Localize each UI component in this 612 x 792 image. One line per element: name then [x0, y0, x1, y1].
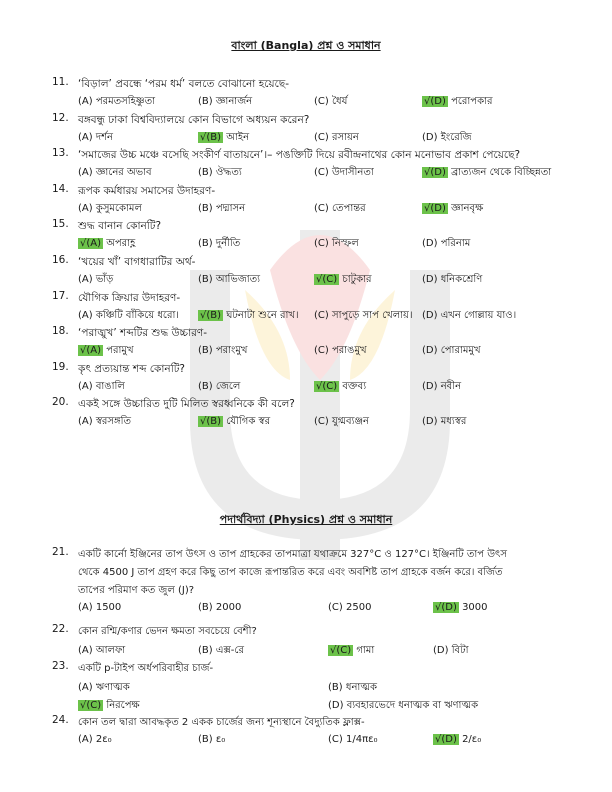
- checkmark-icon: √: [200, 131, 207, 143]
- answer-option[interactable]: [314, 236, 359, 253]
- option-label: (A): [78, 309, 93, 321]
- option-label: (C): [314, 416, 329, 428]
- option-text: জ্ঞানের অভাব: [92, 167, 152, 179]
- answer-option[interactable]: [314, 94, 347, 111]
- answer-option[interactable]: [198, 643, 244, 660]
- option-label: (B): [328, 682, 343, 693]
- answer-option[interactable]: [78, 414, 131, 431]
- question-number: 24.: [52, 714, 69, 726]
- answer-option[interactable]: [422, 379, 461, 396]
- option-label: (D): [328, 700, 344, 711]
- answer-option[interactable]: [328, 734, 378, 745]
- option-label: (C): [328, 602, 343, 613]
- checkmark-icon: √: [424, 167, 431, 179]
- question-text: কোন তল দ্বারা আবদ্ধকৃত 2 একক চার্জের জন্য শূন্যস্থানে বৈদ্যুতিক ফ্লাক্স-: [78, 717, 365, 728]
- option-text: আভিজাত্য: [212, 274, 261, 285]
- option-label: √(D): [435, 734, 457, 745]
- option-label: (C): [314, 131, 329, 143]
- answer-option[interactable]: [314, 130, 359, 147]
- question-number: 20.: [52, 396, 69, 409]
- question-number: 17.: [52, 289, 69, 302]
- answer-option[interactable]: [328, 680, 377, 697]
- option-text: তেপান্তর: [328, 202, 366, 214]
- option-label: (A): [78, 131, 93, 143]
- question-text: থেকে 4500 J তাপ গ্রহণ করে কিছু তাপ কাজে রূপান্তরিত করে এবং অবশিষ্ট তাপ গ্রাহকে বর্জন করে। বর্জিত: [78, 567, 503, 578]
- option-label: (B): [198, 602, 213, 613]
- option-text: জ্ঞানবৃক্ষ: [447, 202, 484, 214]
- option-text: কুসুমকোমল: [92, 202, 142, 214]
- option-text: ব্যবহারভেদে ধনাত্মক বা ঋণাত্মক: [343, 700, 479, 711]
- answer-option[interactable]: [328, 698, 478, 715]
- option-label: (A): [78, 274, 93, 285]
- answer-option[interactable]: [198, 165, 242, 182]
- option-text: 1/4πε₀: [342, 734, 378, 745]
- answer-option[interactable]: [422, 94, 492, 111]
- option-label: (D): [422, 238, 438, 250]
- option-text: এখন গোল্লায় যাও।: [437, 309, 517, 321]
- option-label: (A): [78, 96, 93, 107]
- option-label: (D): [422, 416, 438, 428]
- option-label: (B): [198, 345, 213, 357]
- checkmark-icon: √: [80, 345, 87, 357]
- option-text: অপরাহ্ণ: [103, 238, 136, 250]
- option-text: ঋণাত্মক: [92, 682, 130, 693]
- answer-option[interactable]: [78, 272, 113, 289]
- option-text: ঘটনাটা শুনে রাখ।: [223, 309, 299, 321]
- option-text: নিস্ফল: [328, 238, 359, 250]
- answer-option[interactable]: [78, 680, 130, 697]
- option-text: জ্ঞানার্জন: [212, 96, 253, 107]
- checkmark-icon: √: [435, 602, 442, 613]
- option-label: (D): [433, 645, 449, 656]
- question-text: ‘পরাঙ্মুখ’ শব্দটির শুদ্ধ উচ্চারণ-: [78, 327, 208, 340]
- option-text: 3000: [458, 602, 488, 613]
- option-label: √(C): [80, 700, 102, 711]
- question-text: ‘খয়ের খাঁ’ বাগধারাটির অর্থ-: [78, 256, 196, 268]
- option-label: (B): [198, 238, 213, 250]
- question-text: একটি p-টাইপ অর্ধপরিবাহীর চার্জ-: [78, 663, 214, 674]
- option-label: √(D): [424, 167, 446, 179]
- option-text: পরামুখ: [103, 345, 134, 357]
- option-label: √(D): [435, 602, 457, 613]
- option-text: পদ্মাসন: [212, 202, 246, 214]
- option-text: পরাংমুখ: [212, 345, 248, 357]
- option-text: পরাঙমুখ: [328, 345, 367, 357]
- option-text: পরমতসহিষ্ণুতা: [92, 96, 155, 107]
- answer-option[interactable]: [78, 201, 142, 218]
- option-text: ε₀: [212, 734, 226, 745]
- answer-option[interactable]: [314, 379, 366, 396]
- option-label: √(D): [424, 96, 446, 107]
- question-number: 23.: [52, 660, 69, 672]
- option-label: (A): [78, 202, 93, 214]
- option-text: 2500: [342, 602, 372, 613]
- option-label: (A): [78, 167, 93, 179]
- option-text: যৌগিক স্বর: [223, 416, 271, 428]
- option-label: (A): [78, 734, 93, 745]
- checkmark-icon: √: [435, 734, 442, 745]
- question-text: কোন রশ্মি/কণার ভেদন ক্ষমতা সবচেয়ে বেশী?: [78, 626, 257, 637]
- answer-option[interactable]: [328, 643, 374, 660]
- option-text: বাঙালি: [92, 380, 125, 392]
- option-text: আলফা: [92, 645, 126, 656]
- checkmark-icon: √: [424, 96, 431, 107]
- answer-option[interactable]: [422, 414, 466, 431]
- answer-option[interactable]: [78, 130, 113, 147]
- option-text: গামা: [353, 645, 375, 656]
- question-number: 16.: [52, 254, 69, 266]
- answer-option[interactable]: [198, 379, 240, 396]
- answer-option[interactable]: [328, 602, 371, 613]
- answer-option[interactable]: [198, 236, 240, 253]
- option-label: √(C): [330, 645, 352, 656]
- option-text: ঔদ্ধত্য: [212, 167, 242, 179]
- bangla-section-title: বাংলা (Bangla) প্রশ্ন ও সমাধান: [231, 39, 381, 52]
- question-text: শুদ্ধ বানান কোনটি?: [78, 220, 162, 233]
- option-label: (C): [314, 202, 329, 214]
- option-label: (A): [78, 602, 93, 613]
- option-label: √(B): [200, 131, 222, 143]
- option-text: বিটা: [448, 645, 469, 656]
- option-label: (B): [198, 645, 213, 656]
- option-label: (D): [422, 274, 438, 285]
- question-text: বঙ্গবন্ধু ঢাকা বিশ্ববিদ্যালয়ে কোন বিভাগে অধ্যয়ন করেন?: [78, 113, 310, 126]
- answer-option[interactable]: [422, 272, 482, 289]
- answer-option[interactable]: [198, 734, 225, 745]
- question-text: তাপের পরিমাণ কত জুল (J)?: [78, 585, 195, 596]
- checkmark-icon: √: [80, 700, 87, 711]
- answer-option[interactable]: [314, 272, 372, 289]
- option-label: √(C): [316, 380, 338, 392]
- option-label: (D): [422, 380, 438, 392]
- answer-option[interactable]: [314, 201, 366, 218]
- question-number: 12.: [52, 111, 69, 124]
- question-text: ‘সমাজের উচ্চ মঞ্চে বসেছি সংকীর্ণ বাতায়নে’।– পঙক্তিটি দিয়ে রবীন্দ্রনাথের কোন মনোভাব প্রকাশ পেয়েছে?: [78, 149, 521, 162]
- option-text: জেলে: [212, 380, 241, 392]
- answer-option[interactable]: [78, 165, 152, 182]
- option-label: (C): [314, 96, 329, 107]
- option-label: (B): [198, 96, 213, 107]
- question-number: 15.: [52, 218, 69, 231]
- option-label: (A): [78, 380, 93, 392]
- question-number: 11.: [52, 76, 69, 88]
- option-text: এক্স-রে: [212, 645, 244, 656]
- option-text: চাটুকার: [339, 274, 372, 285]
- option-label: (C): [314, 345, 329, 357]
- answer-option[interactable]: [78, 379, 125, 396]
- option-text: পরোপকার: [447, 96, 493, 107]
- option-text: উদাসীনতা: [328, 167, 374, 179]
- question-text: যৌগিক ক্রিয়ার উদাহরণ-: [78, 291, 181, 304]
- question-number: 18.: [52, 325, 69, 338]
- answer-option[interactable]: [198, 414, 270, 431]
- option-text: 2ε₀: [92, 734, 112, 745]
- answer-option[interactable]: [78, 343, 134, 360]
- option-text: 2/ε₀: [458, 734, 482, 745]
- option-label: (B): [198, 167, 213, 179]
- option-text: পোরামমুখ: [437, 345, 481, 357]
- option-label: (C): [314, 309, 329, 321]
- option-text: ব্রাত্যজন থেকে বিচ্ছিন্নতা: [447, 167, 552, 179]
- checkmark-icon: √: [200, 416, 207, 428]
- option-text: 2000: [212, 602, 242, 613]
- answer-option[interactable]: [314, 308, 413, 325]
- option-text: সাপুড়ে সাপ খেলায়।: [328, 309, 413, 321]
- checkmark-icon: √: [200, 309, 207, 321]
- option-label: √(A): [80, 345, 102, 357]
- checkmark-icon: √: [330, 645, 337, 656]
- answer-option[interactable]: [433, 643, 468, 660]
- option-text: নবীন: [437, 380, 462, 392]
- question-number: 22.: [52, 623, 69, 635]
- option-text: পরিনাম: [437, 238, 471, 250]
- option-text: স্বরসঙ্গতি: [92, 416, 132, 428]
- question-text: কৃৎ প্রত্যয়ান্ত শব্দ কোনটি?: [78, 362, 185, 375]
- option-label: (A): [78, 645, 93, 656]
- option-text: দুর্নীতি: [212, 238, 241, 250]
- answer-option[interactable]: [422, 201, 483, 218]
- question-text: একটি কার্নো ইঞ্জিনের তাপ উৎস ও তাপ গ্রাহকের তাপমাত্রা যথাক্রমে 327°C ও 127°C। ইঞ্জিনটি তাপ উৎস: [78, 549, 507, 560]
- answer-option[interactable]: [198, 602, 241, 613]
- answer-option[interactable]: [422, 165, 551, 182]
- option-label: √(C): [316, 274, 338, 285]
- option-text: কঞ্চিটি বাঁকিয়ে ধরো।: [92, 309, 179, 321]
- option-text: ধনিকশ্রেণি: [437, 274, 483, 285]
- option-text: ইংরেজি: [437, 131, 472, 143]
- option-text: দর্শন: [92, 131, 113, 143]
- answer-option[interactable]: [314, 414, 369, 431]
- question-number: 21.: [52, 546, 69, 558]
- question-text: রূপক কর্মধারয় সমাসের উদাহরণ-: [78, 184, 216, 197]
- answer-option[interactable]: [314, 343, 367, 360]
- option-text: ভাঁড়: [92, 274, 114, 285]
- option-text: রসায়ন: [328, 131, 359, 143]
- option-label: (B): [198, 734, 213, 745]
- answer-option[interactable]: [78, 698, 140, 715]
- answer-option[interactable]: [314, 165, 374, 182]
- option-text: যুগ্মব্যঞ্জন: [328, 416, 370, 428]
- option-label: √(A): [80, 238, 102, 250]
- physics-section-title: পদার্থবিদ্যা (Physics) প্রশ্ন ও সমাধান: [219, 513, 393, 526]
- option-label: (D): [422, 345, 438, 357]
- option-label: (A): [78, 416, 93, 428]
- answer-option[interactable]: [198, 308, 299, 325]
- question-number: 14.: [52, 182, 69, 195]
- option-label: (A): [78, 682, 93, 693]
- option-label: (C): [328, 734, 343, 745]
- answer-option[interactable]: [422, 343, 481, 360]
- answer-option[interactable]: [198, 130, 249, 147]
- answer-option[interactable]: [78, 602, 121, 613]
- checkmark-icon: √: [80, 238, 87, 250]
- option-label: (B): [198, 274, 213, 285]
- answer-option[interactable]: [433, 602, 488, 613]
- option-label: (B): [198, 202, 213, 214]
- question-text: ‘বিড়াল’ প্রবন্ধে ‘পরম ধর্ম’ বলতে বোঝানো হয়েছে-: [78, 78, 289, 90]
- question-number: 13.: [52, 147, 69, 160]
- question-text: একই সঙ্গে উচ্চারিত দুটি মিলিত স্বরধ্বনিকে কী বলে?: [78, 398, 295, 411]
- answer-option[interactable]: [78, 643, 125, 660]
- option-label: √(D): [424, 202, 446, 214]
- answer-option[interactable]: [422, 236, 470, 253]
- option-text: ধনাত্মক: [342, 682, 377, 693]
- option-text: বক্তব্য: [339, 380, 367, 392]
- answer-option[interactable]: [78, 236, 135, 253]
- option-label: √(B): [200, 309, 222, 321]
- checkmark-icon: √: [316, 380, 323, 392]
- answer-option[interactable]: [78, 308, 179, 325]
- option-label: (D): [422, 131, 438, 143]
- option-label: √(B): [200, 416, 222, 428]
- checkmark-icon: √: [316, 274, 323, 285]
- option-label: (C): [314, 238, 329, 250]
- answer-option[interactable]: [433, 734, 481, 745]
- checkmark-icon: √: [424, 202, 431, 214]
- answer-option[interactable]: [78, 734, 112, 745]
- answer-option[interactable]: [198, 94, 252, 111]
- answer-option[interactable]: [198, 201, 245, 218]
- option-text: নিরপেক্ষ: [103, 700, 140, 711]
- option-text: মধ্যস্বর: [437, 416, 467, 428]
- option-label: (D): [422, 309, 438, 321]
- answer-option[interactable]: [422, 308, 516, 325]
- answer-option[interactable]: [198, 343, 247, 360]
- option-label: (C): [314, 167, 329, 179]
- option-text: ধৈর্য: [328, 96, 348, 107]
- question-number: 19.: [52, 360, 69, 373]
- option-label: (B): [198, 380, 213, 392]
- answer-option[interactable]: [78, 94, 155, 111]
- option-text: 1500: [92, 602, 122, 613]
- answer-option[interactable]: [198, 272, 260, 289]
- option-text: আইন: [223, 131, 250, 143]
- answer-option[interactable]: [422, 130, 472, 147]
